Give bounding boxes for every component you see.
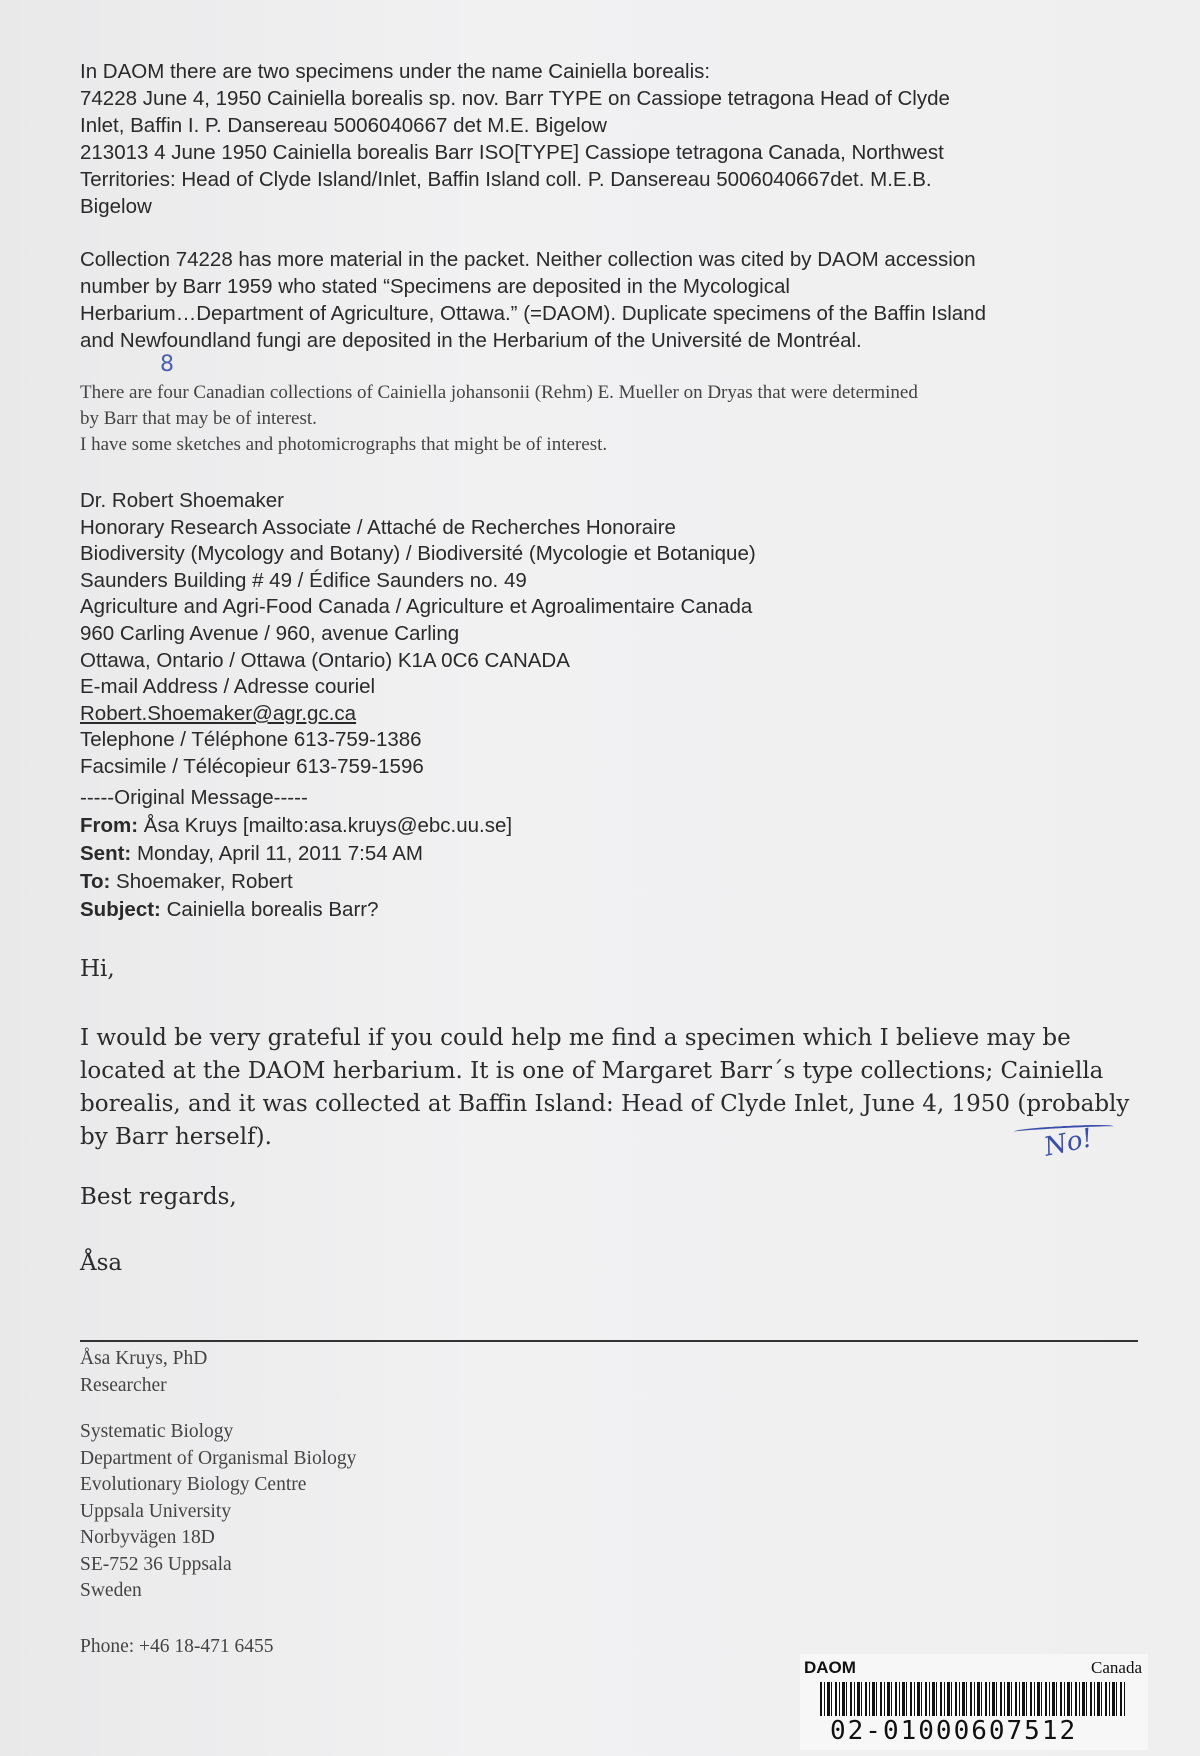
intro-line: 74228 June 4, 1950 Cainiella borealis sp. nov. Barr TYPE on Cassiope tetragona Head of Clyde	[80, 87, 950, 110]
message-line: borealis, and it was collected at Baffin Island: Head of Clyde Inlet, June 4, 1950 (probably	[80, 1091, 1130, 1117]
intro-line: Bigelow	[80, 195, 152, 218]
handwritten-note: No!	[1041, 1123, 1096, 1163]
to-row	[80, 868, 512, 896]
footer-gap	[80, 1399, 356, 1419]
signature-department: Agriculture and Agri-Food Canada / Agriculture et Agroalimentaire Canada	[80, 595, 753, 619]
barcode-icon	[820, 1682, 1125, 1716]
intro-line: In DAOM there are two specimens under the name Cainiella borealis:	[80, 60, 711, 83]
intro-line: 213013 4 June 1950 Cainiella borealis Barr ISO[TYPE] Cassiope tetragona Canada, Northwest	[80, 141, 944, 164]
original-divider: -----Original Message-----	[80, 786, 308, 809]
message-signoff-name: Åsa	[80, 1250, 123, 1276]
extra-line: There are four Canadian collections of Cainiella johansonii (Rehm) E. Mueller on Dryas that were determined	[80, 382, 918, 403]
collection-line: Collection 74228 has more material in the packet. Neither collection was cited by DAOM accession	[80, 248, 976, 271]
footer-address-line: Systematic Biology	[80, 1421, 234, 1442]
message-closing: Best regards,	[80, 1184, 237, 1210]
signature-title: Honorary Research Associate / Attaché de Recherches Honoraire	[80, 515, 676, 539]
sent-value: Monday, April 11, 2011 7:54 AM	[131, 842, 423, 865]
footer-address-line: Evolutionary Biology Centre	[80, 1474, 307, 1495]
footer-address-line: Department of Organismal Biology	[80, 1447, 357, 1469]
footer-address-line: Sweden	[80, 1580, 142, 1601]
footer-address-line: Norbyvägen 18D	[80, 1527, 215, 1548]
to-value: Shoemaker, Robert	[110, 870, 293, 893]
sent-label: Sent:	[80, 842, 132, 865]
sent-row	[80, 840, 512, 868]
message-line: by Barr herself).	[80, 1124, 272, 1150]
footer-name: Åsa Kruys, PhD	[80, 1348, 208, 1369]
message-greeting: Hi,	[80, 956, 115, 982]
signature-email-link[interactable]: Robert.Shoemaker@agr.gc.ca	[80, 701, 357, 725]
footer-address-line: Uppsala University	[80, 1500, 232, 1522]
collection-line: Herbarium…Department of Agriculture, Ottawa.” (=DAOM). Duplicate specimens of the Baffin Island	[80, 302, 986, 325]
from-value: Åsa Kruys [mailto:asa.kruys@ebc.uu.se]	[138, 814, 513, 837]
signature-divider	[80, 1340, 1138, 1342]
extra-line: by Barr that may be of interest.	[80, 408, 317, 429]
label-daom: DAOM	[804, 1658, 856, 1677]
footer-role: Researcher	[80, 1374, 167, 1396]
signature-name: Dr. Robert Shoemaker	[80, 489, 284, 512]
signature-city: Ottawa, Ontario / Ottawa (Ontario) K1A 0C6 CANADA	[80, 648, 570, 672]
intro-line: Territories: Head of Clyde Island/Inlet, Baffin Island coll. P. Dansereau 5006040667det. M.E.B.	[80, 168, 932, 191]
signature-street: 960 Carling Avenue / 960, avenue Carling	[80, 621, 460, 645]
kruys-signature	[80, 1346, 356, 1605]
intro-line: Inlet, Baffin I. P. Dansereau 5006040667 det M.E. Bigelow	[80, 114, 607, 137]
footer-phone: Phone: +46 18-471 6455	[80, 1636, 274, 1657]
message-body	[80, 1022, 1140, 1154]
collection-paragraph	[80, 246, 986, 354]
to-label: To:	[80, 870, 111, 893]
original-message-header	[80, 784, 512, 924]
extra-line: I have some sketches and photomicrographs that might be of interest.	[80, 434, 608, 455]
intro-paragraph	[80, 58, 950, 220]
message-line: I would be very grateful if you could help me find a specimen which I believe may be	[80, 1025, 1071, 1051]
message-line: located at the DAOM herbarium. It is one of Margaret Barr´s type collections; Cainiella	[80, 1058, 1104, 1084]
from-label: From:	[80, 814, 139, 837]
collection-line: and Newfoundland fungi are deposited in the Herbarium of the Université de Montréal.	[80, 329, 862, 352]
signature-building: Saunders Building # 49 / Édifice Saunders no. 49	[80, 568, 527, 592]
extra-paragraph	[80, 380, 918, 458]
barcode-label	[800, 1654, 1148, 1750]
handwritten-correction: 8	[160, 352, 174, 377]
collection-line: number by Barr 1959 who stated “Specimens are deposited in the Mycological	[80, 275, 790, 298]
signature-email-label: E-mail Address / Adresse couriel	[80, 675, 376, 699]
from-row	[80, 812, 512, 840]
label-canada-wordmark: Canada	[1091, 1658, 1142, 1677]
barcode-number: 02-01000607512	[830, 1716, 1078, 1746]
signature-telephone: Telephone / Téléphone 613-759-1386	[80, 728, 422, 752]
signature-division: Biodiversity (Mycology and Botany) / Biodiversité (Mycologie et Botanique)	[80, 542, 756, 566]
shoemaker-signature	[80, 488, 756, 781]
subject-label: Subject:	[80, 898, 161, 921]
signature-fax: Facsimile / Télécopieur 613-759-1596	[80, 754, 424, 778]
subject-row	[80, 896, 512, 924]
subject-value: Cainiella borealis Barr?	[160, 898, 379, 921]
footer-address-line: SE-752 36 Uppsala	[80, 1553, 232, 1575]
